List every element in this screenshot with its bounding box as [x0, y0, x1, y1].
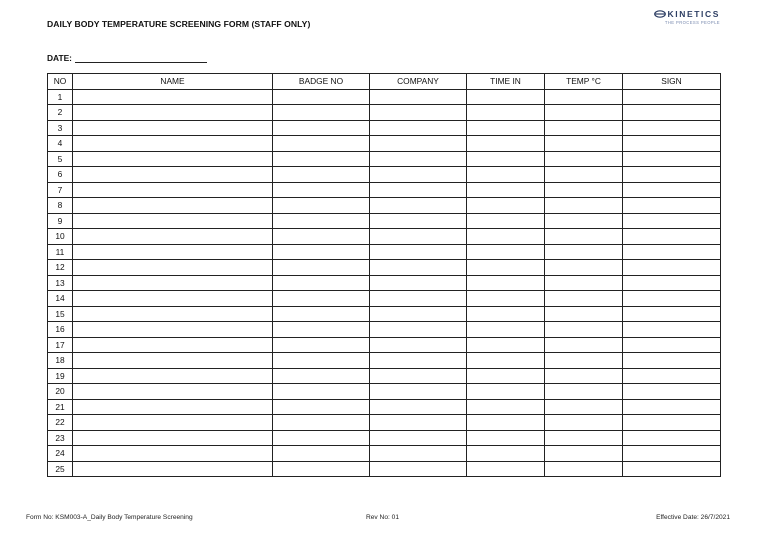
- temp-cell[interactable]: [545, 198, 623, 214]
- time-in-cell[interactable]: [467, 198, 545, 214]
- company-cell[interactable]: [370, 105, 467, 121]
- temp-cell[interactable]: [545, 384, 623, 400]
- name-cell[interactable]: [73, 89, 273, 105]
- company-cell[interactable]: [370, 229, 467, 245]
- column-header-no: NO: [48, 74, 73, 90]
- table-row: [48, 291, 721, 307]
- temp-cell[interactable]: [545, 167, 623, 183]
- sign-cell[interactable]: [623, 384, 721, 400]
- time-in-cell[interactable]: [467, 306, 545, 322]
- badge-no-cell[interactable]: [273, 229, 370, 245]
- badge-no-cell[interactable]: [273, 120, 370, 136]
- time-in-cell[interactable]: [467, 384, 545, 400]
- sign-cell[interactable]: [623, 260, 721, 276]
- time-in-cell[interactable]: [467, 322, 545, 338]
- name-cell[interactable]: [73, 260, 273, 276]
- row-number: 4: [48, 136, 73, 152]
- sign-cell[interactable]: [623, 322, 721, 338]
- badge-no-cell[interactable]: [273, 368, 370, 384]
- time-in-cell[interactable]: [467, 446, 545, 462]
- row-number: 8: [48, 198, 73, 214]
- temp-cell[interactable]: [545, 337, 623, 353]
- sign-cell[interactable]: [623, 353, 721, 369]
- temp-cell[interactable]: [545, 182, 623, 198]
- time-in-cell[interactable]: [467, 291, 545, 307]
- temp-cell[interactable]: [545, 89, 623, 105]
- sign-cell[interactable]: [623, 182, 721, 198]
- badge-no-cell[interactable]: [273, 337, 370, 353]
- company-cell[interactable]: [370, 306, 467, 322]
- company-cell[interactable]: [370, 260, 467, 276]
- temp-cell[interactable]: [545, 213, 623, 229]
- row-number: 14: [48, 291, 73, 307]
- temp-cell[interactable]: [545, 229, 623, 245]
- temp-cell[interactable]: [545, 461, 623, 477]
- table-row: [48, 275, 721, 291]
- temp-cell[interactable]: [545, 306, 623, 322]
- sign-cell[interactable]: [623, 151, 721, 167]
- badge-no-cell[interactable]: [273, 291, 370, 307]
- name-cell[interactable]: [73, 105, 273, 121]
- table-row: [48, 229, 721, 245]
- sign-cell[interactable]: [623, 213, 721, 229]
- badge-no-cell[interactable]: [273, 151, 370, 167]
- name-cell[interactable]: [73, 229, 273, 245]
- sign-cell[interactable]: [623, 306, 721, 322]
- badge-no-cell[interactable]: [273, 198, 370, 214]
- row-number: 7: [48, 182, 73, 198]
- column-header-time-in: TIME IN: [467, 74, 545, 90]
- company-cell[interactable]: [370, 182, 467, 198]
- logo-tagline: THE PROCESS PEOPLE: [664, 20, 720, 25]
- time-in-cell[interactable]: [467, 213, 545, 229]
- badge-no-cell[interactable]: [273, 105, 370, 121]
- sign-cell[interactable]: [623, 229, 721, 245]
- table-row: [48, 198, 721, 214]
- date-field: [47, 53, 207, 63]
- temp-cell[interactable]: [545, 399, 623, 415]
- name-cell[interactable]: [73, 306, 273, 322]
- sign-cell[interactable]: [623, 275, 721, 291]
- table-row: [48, 461, 721, 477]
- badge-no-cell[interactable]: [273, 399, 370, 415]
- company-cell[interactable]: [370, 337, 467, 353]
- time-in-cell[interactable]: [467, 260, 545, 276]
- table-row: [48, 353, 721, 369]
- time-in-cell[interactable]: [467, 430, 545, 446]
- time-in-cell[interactable]: [467, 89, 545, 105]
- sign-cell[interactable]: [623, 399, 721, 415]
- name-cell[interactable]: [73, 415, 273, 431]
- badge-no-cell[interactable]: [273, 167, 370, 183]
- sign-cell[interactable]: [623, 368, 721, 384]
- table-row: [48, 244, 721, 260]
- row-number: 25: [48, 461, 73, 477]
- temp-cell[interactable]: [545, 353, 623, 369]
- temp-cell[interactable]: [545, 415, 623, 431]
- row-number: 1: [48, 89, 73, 105]
- badge-no-cell[interactable]: [273, 461, 370, 477]
- company-cell[interactable]: [370, 151, 467, 167]
- badge-no-cell[interactable]: [273, 213, 370, 229]
- time-in-cell[interactable]: [467, 399, 545, 415]
- company-cell[interactable]: [370, 461, 467, 477]
- company-cell[interactable]: [370, 167, 467, 183]
- table-row: [48, 151, 721, 167]
- company-cell[interactable]: [370, 89, 467, 105]
- row-number: 9: [48, 213, 73, 229]
- column-header-company: COMPANY: [370, 74, 467, 90]
- name-cell[interactable]: [73, 384, 273, 400]
- name-cell[interactable]: [73, 136, 273, 152]
- time-in-cell[interactable]: [467, 229, 545, 245]
- company-cell[interactable]: [370, 198, 467, 214]
- temp-cell[interactable]: [545, 446, 623, 462]
- badge-no-cell[interactable]: [273, 446, 370, 462]
- name-cell[interactable]: [73, 167, 273, 183]
- sign-cell[interactable]: [623, 167, 721, 183]
- temp-cell[interactable]: [545, 291, 623, 307]
- name-cell[interactable]: [73, 446, 273, 462]
- company-cell[interactable]: [370, 291, 467, 307]
- company-cell[interactable]: [370, 275, 467, 291]
- name-cell[interactable]: [73, 430, 273, 446]
- temp-cell[interactable]: [545, 368, 623, 384]
- table-row: [48, 120, 721, 136]
- table-row: [48, 89, 721, 105]
- temp-cell[interactable]: [545, 430, 623, 446]
- company-cell[interactable]: [370, 244, 467, 260]
- time-in-cell[interactable]: [467, 120, 545, 136]
- time-in-cell[interactable]: [467, 136, 545, 152]
- time-in-cell[interactable]: [467, 182, 545, 198]
- company-cell[interactable]: [370, 322, 467, 338]
- kinetics-logo-icon: [654, 10, 666, 18]
- company-cell[interactable]: [370, 430, 467, 446]
- temp-cell[interactable]: [545, 151, 623, 167]
- badge-no-cell[interactable]: [273, 260, 370, 276]
- time-in-cell[interactable]: [467, 167, 545, 183]
- date-input-line[interactable]: [75, 54, 207, 63]
- temp-cell[interactable]: [545, 244, 623, 260]
- company-cell[interactable]: [370, 213, 467, 229]
- badge-no-cell[interactable]: [273, 353, 370, 369]
- name-cell[interactable]: [73, 291, 273, 307]
- temp-cell[interactable]: [545, 260, 623, 276]
- row-number: 5: [48, 151, 73, 167]
- sign-cell[interactable]: [623, 89, 721, 105]
- row-number: 16: [48, 322, 73, 338]
- row-number: 24: [48, 446, 73, 462]
- form-title: DAILY BODY TEMPERATURE SCREENING FORM (STAFF ONLY): [47, 19, 311, 29]
- table-row: [48, 306, 721, 322]
- row-number: 13: [48, 275, 73, 291]
- company-cell[interactable]: [370, 368, 467, 384]
- row-number: 10: [48, 229, 73, 245]
- time-in-cell[interactable]: [467, 368, 545, 384]
- company-cell[interactable]: [370, 384, 467, 400]
- table-row: [48, 136, 721, 152]
- column-header-temp: TEMP °C: [545, 74, 623, 90]
- table-row: [48, 446, 721, 462]
- column-header-badge-no: BADGE NO: [273, 74, 370, 90]
- table-header-row: [48, 74, 721, 90]
- temp-cell[interactable]: [545, 275, 623, 291]
- sign-cell[interactable]: [623, 337, 721, 353]
- name-cell[interactable]: [73, 275, 273, 291]
- row-number: 11: [48, 244, 73, 260]
- row-number: 22: [48, 415, 73, 431]
- column-header-name: NAME: [73, 74, 273, 90]
- name-cell[interactable]: [73, 461, 273, 477]
- temp-cell[interactable]: [545, 136, 623, 152]
- name-cell[interactable]: [73, 368, 273, 384]
- sign-cell[interactable]: [623, 291, 721, 307]
- row-number: 12: [48, 260, 73, 276]
- row-number: 6: [48, 167, 73, 183]
- row-number: 19: [48, 368, 73, 384]
- company-cell[interactable]: [370, 446, 467, 462]
- name-cell[interactable]: [73, 198, 273, 214]
- name-cell[interactable]: [73, 337, 273, 353]
- badge-no-cell[interactable]: [273, 244, 370, 260]
- sign-cell[interactable]: [623, 136, 721, 152]
- sign-cell[interactable]: [623, 244, 721, 260]
- sign-cell[interactable]: [623, 105, 721, 121]
- time-in-cell[interactable]: [467, 461, 545, 477]
- temp-cell[interactable]: [545, 105, 623, 121]
- name-cell[interactable]: [73, 151, 273, 167]
- table-row: [48, 399, 721, 415]
- table-row: [48, 213, 721, 229]
- table-row: [48, 260, 721, 276]
- row-number: 23: [48, 430, 73, 446]
- time-in-cell[interactable]: [467, 275, 545, 291]
- time-in-cell[interactable]: [467, 415, 545, 431]
- table-row: [48, 368, 721, 384]
- row-number: 21: [48, 399, 73, 415]
- sign-cell[interactable]: [623, 446, 721, 462]
- badge-no-cell[interactable]: [273, 182, 370, 198]
- company-cell[interactable]: [370, 353, 467, 369]
- sign-cell[interactable]: [623, 461, 721, 477]
- row-number: 20: [48, 384, 73, 400]
- badge-no-cell[interactable]: [273, 89, 370, 105]
- badge-no-cell[interactable]: [273, 384, 370, 400]
- row-number: 3: [48, 120, 73, 136]
- sign-cell[interactable]: [623, 198, 721, 214]
- temp-cell[interactable]: [545, 120, 623, 136]
- table-row: [48, 430, 721, 446]
- badge-no-cell[interactable]: [273, 136, 370, 152]
- name-cell[interactable]: [73, 399, 273, 415]
- name-cell[interactable]: [73, 322, 273, 338]
- sign-cell[interactable]: [623, 415, 721, 431]
- sign-cell[interactable]: [623, 430, 721, 446]
- badge-no-cell[interactable]: [273, 306, 370, 322]
- column-header-sign: SIGN: [623, 74, 721, 90]
- footer-effective-date: Effective Date: 26/7/2021: [656, 514, 730, 521]
- name-cell[interactable]: [73, 213, 273, 229]
- company-logo: [654, 9, 720, 25]
- time-in-cell[interactable]: [467, 105, 545, 121]
- time-in-cell[interactable]: [467, 244, 545, 260]
- name-cell[interactable]: [73, 244, 273, 260]
- name-cell[interactable]: [73, 353, 273, 369]
- time-in-cell[interactable]: [467, 353, 545, 369]
- company-cell[interactable]: [370, 415, 467, 431]
- table-row: [48, 384, 721, 400]
- name-cell[interactable]: [73, 182, 273, 198]
- footer-revision: Rev No: 01: [366, 514, 399, 521]
- badge-no-cell[interactable]: [273, 415, 370, 431]
- footer-form-number: Form No: KSM003-A_Daily Body Temperature Screening: [26, 514, 193, 521]
- time-in-cell[interactable]: [467, 151, 545, 167]
- company-cell[interactable]: [370, 136, 467, 152]
- row-number: 17: [48, 337, 73, 353]
- badge-no-cell[interactable]: [273, 322, 370, 338]
- table-row: [48, 105, 721, 121]
- name-cell[interactable]: [73, 120, 273, 136]
- row-number: 18: [48, 353, 73, 369]
- company-cell[interactable]: [370, 120, 467, 136]
- time-in-cell[interactable]: [467, 337, 545, 353]
- table-row: [48, 167, 721, 183]
- table-row: [48, 182, 721, 198]
- table-row: [48, 322, 721, 338]
- company-cell[interactable]: [370, 399, 467, 415]
- table-row: [48, 415, 721, 431]
- temp-cell[interactable]: [545, 322, 623, 338]
- badge-no-cell[interactable]: [273, 275, 370, 291]
- row-number: 2: [48, 105, 73, 121]
- logo-wordmark: KINETICS: [667, 9, 720, 19]
- screening-table: [47, 73, 721, 477]
- row-number: 15: [48, 306, 73, 322]
- badge-no-cell[interactable]: [273, 430, 370, 446]
- table-row: [48, 337, 721, 353]
- date-label: DATE:: [47, 53, 72, 63]
- sign-cell[interactable]: [623, 120, 721, 136]
- table-body: [48, 89, 721, 477]
